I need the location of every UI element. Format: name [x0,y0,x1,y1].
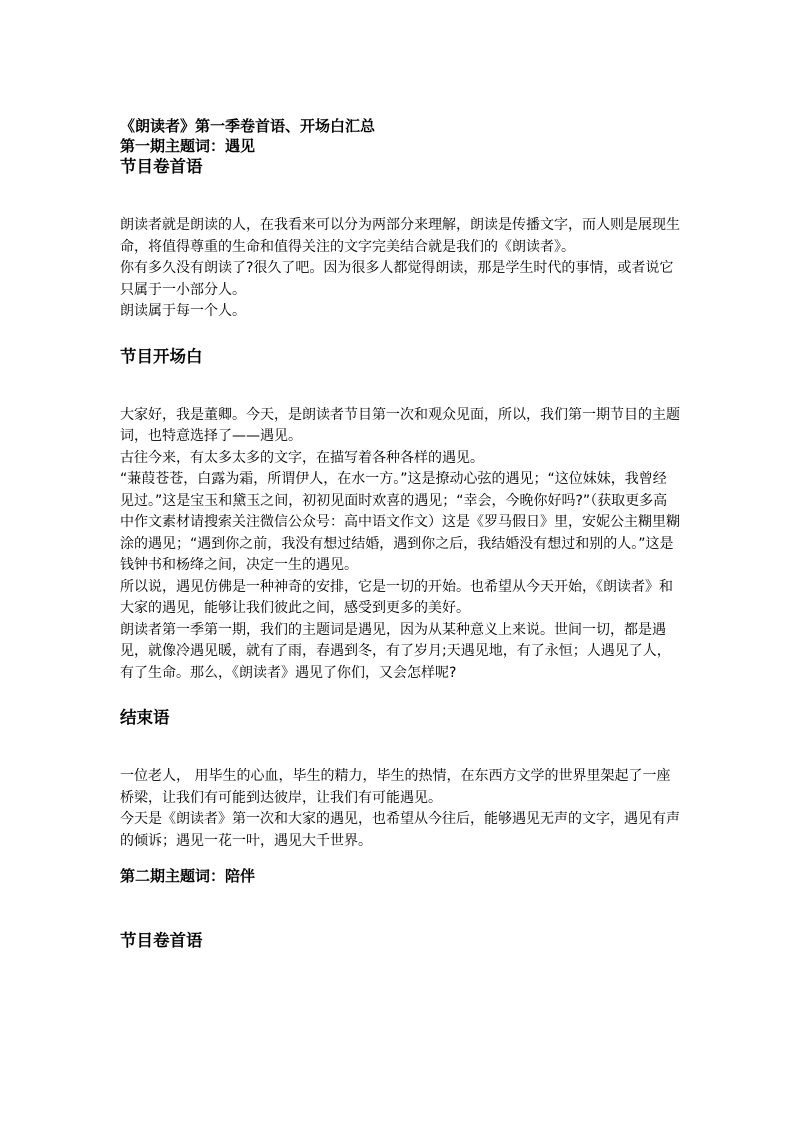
paragraph: 今天是《朗读者》第一次和大家的遇见，也希望从今往后，能够遇见无声的文字，遇见有声的倾诉；遇见一花一叶，遇见大千世界。 [120,811,680,849]
document-title: 《朗读者》第一季卷首语、开场白汇总 [120,117,376,135]
spacer [120,368,680,405]
issue1-theme: 第一期主题词：遇见 [120,137,256,155]
spacer [120,178,680,215]
issue1-opening-heading: 节目开场白 [120,346,203,366]
paragraph: 一位老人， 用毕生的心血，毕生的精力，毕生的热情，在东西方文学的世界里架起了一座桥梁，让我们有可能到达彼岸，让我们有可能遇见。 [120,768,671,806]
document-page [120,116,680,952]
paragraph: 你有多久没有朗读了?很久了吧。因为很多人都觉得朗读，那是学生时代的事情，或者说它只属于一小部分人。 [120,260,674,298]
issue1-closing-heading: 结束语 [120,708,170,727]
spacer [120,729,680,766]
spacer [120,852,680,866]
issue1-preface-heading: 节目卷首语 [120,157,203,176]
issue2-preface-heading: 节目卷首语 [120,931,203,950]
paragraph: 朗读者第一季第一期，我们的主题词是遇见，因为从某种意义上来说。世间一切，都是遇见，就像冷遇见暖，就有了雨，春遇到冬，有了岁月;天遇见地，有了永恒；人遇见了人，有了生命。那么，《朗读者》遇见了你们，又会怎样呢? [120,621,671,681]
spacer [120,684,680,707]
issue2-theme: 第二期主题词：陪伴 [120,867,256,885]
paragraph: 朗读属于每一个人。 [120,303,246,319]
spacer [120,323,680,346]
paragraph: “蒹葭苍苍，白露为霜，所谓伊人，在水一方。”这是撩动心弦的遇见；“这位妹妹，我曾经见过。”这是宝玉和黛玉之间，初初见面时欢喜的遇见；“幸会，今晚你好吗?”（获取更多高中作文素材请搜索关注微信公众号：高中语文作文）这是《罗马假日》里，安妮公主糊里糊涂的遇见；“遇到你之前，我没有想过结婚，遇到你之后，我结婚没有想过和别的人。”这是钱钟书和杨绛之间，决定一生的遇见。 [120,471,680,573]
paragraph: 朗读者就是朗读的人，在我看来可以分为两部分来理解，朗读是传播文字，而人则是展现生命，将值得尊重的生命和值得关注的文字完美结合就是我们的《朗读者》。 [120,217,680,255]
paragraph: 古往今来，有太多太多的文字，在描写着各种各样的遇见。 [120,449,484,466]
spacer [120,886,680,930]
paragraph: 大家好，我是董卿。今天，是朗读者节目第一次和观众见面，所以，我们第一期节目的主题词，也特意选择了——遇见。 [120,406,680,444]
paragraph: 所以说，遇见仿佛是一种神奇的安排，它是一切的开始。也希望从今天开始，《朗读者》和大家的遇见，能够让我们彼此之间，感受到更多的美好。 [120,578,673,616]
